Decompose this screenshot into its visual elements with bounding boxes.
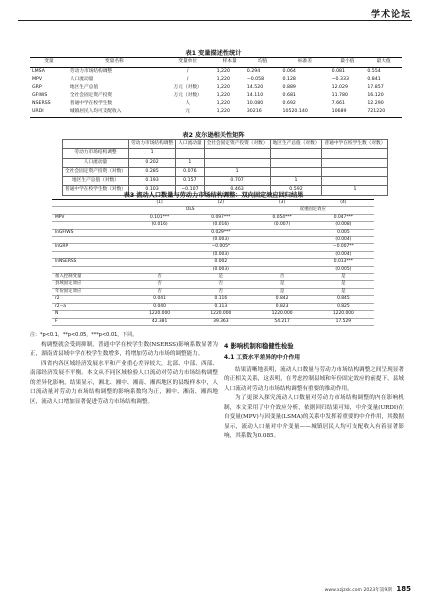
table3-cell: (0.003) — [190, 266, 251, 273]
table-row — [63, 158, 388, 167]
table3-cell: 0.842 — [251, 296, 312, 303]
table3-cell: 0.029*** — [190, 229, 251, 236]
table3-colnum: (2) — [190, 200, 251, 207]
table2-cell: 0.707 — [204, 177, 270, 186]
table1-cell: 全社会固定资产投资 — [69, 93, 113, 99]
table3-group: 双重固定效应 — [251, 207, 374, 214]
table1-cell: 0.294 — [246, 69, 261, 74]
table3-cell: 17.529 — [313, 318, 374, 325]
table-row — [63, 167, 388, 176]
table-row — [52, 266, 374, 273]
table2-cell — [204, 149, 270, 158]
table3-cell: 0.047*** — [313, 214, 374, 221]
table2-header — [63, 140, 129, 149]
section-heading: 4 影响机制和稳健性检验 — [224, 343, 294, 350]
table1-cell: 12.290 — [367, 101, 384, 107]
table1-cell: 劳动力市场结构调整 — [69, 69, 113, 74]
table-row — [30, 100, 402, 108]
table1-cell: 11.780 — [331, 93, 348, 99]
table2-cell: 1 — [270, 177, 322, 186]
table-row — [52, 311, 374, 318]
table1-cell: LMSA — [32, 69, 45, 74]
table2-header: 全社会固定资产投资（对数） — [204, 140, 270, 149]
table3-cell: 0.101*** — [129, 214, 190, 221]
table2-cell — [322, 158, 388, 167]
table1-cell: 0.841 — [367, 77, 381, 83]
table3-cell: 年份固定效应 — [52, 288, 129, 295]
table3-cell: lnNSERSS — [52, 259, 129, 266]
table3-cell: 否 — [129, 274, 190, 281]
table1-cell: 万元（对数） — [173, 85, 202, 91]
table3-cell: −0.005* — [190, 244, 251, 251]
table2-caption: 表2 皮尔逊相关性矩阵 — [182, 132, 245, 139]
table1-cell: 1,220 — [216, 101, 230, 107]
table1-cell: 0.889 — [282, 85, 296, 91]
table3-cell: 是 — [190, 274, 251, 281]
table-row — [52, 251, 374, 258]
table3-cell: (0.004) — [313, 251, 374, 258]
table3-cell: 0.002 — [190, 259, 251, 266]
table3-cell: F — [52, 318, 129, 325]
table-row — [30, 84, 402, 92]
table3-cell: 0.041 — [129, 296, 190, 303]
table-row — [30, 92, 402, 100]
table2-cell: 0.592 — [270, 186, 322, 195]
table3-cell — [251, 266, 312, 273]
table3-cell: lnGFIWS — [52, 229, 129, 236]
table1-cell: 10520.140 — [282, 109, 308, 115]
table1-cell: NSERSS — [32, 101, 51, 107]
table2-header-row — [63, 140, 388, 149]
table2-cell — [204, 158, 270, 167]
table3-colnum — [52, 200, 129, 207]
table3-note: 注：*p<0.1，**p<0.05，***p<0.01，下同。 — [30, 332, 138, 338]
table3-cell: (0.016) — [129, 222, 190, 229]
table1-cell: 0.692 — [282, 101, 296, 107]
table3-cell: 1220.000 — [190, 311, 251, 318]
table-row — [52, 229, 374, 236]
table3-cell: lnGRP — [52, 244, 129, 251]
table1-header: 最大值 — [365, 58, 402, 68]
table2-cell: 1 — [128, 149, 175, 158]
table-row — [30, 108, 402, 117]
table3-cell: 0.825 — [313, 303, 374, 310]
table3-cell: 否 — [190, 281, 251, 288]
table1-cell: 0.554 — [367, 69, 381, 74]
table-row — [52, 288, 374, 295]
table2-cell: 0.285 — [128, 167, 175, 176]
table-row — [52, 318, 374, 325]
table2-cell: −0.107 — [176, 186, 204, 195]
table1-cell: 1,220 — [216, 77, 230, 83]
table-row — [30, 76, 402, 84]
table1-cell: 城镇居民人均可支配收入 — [69, 109, 122, 115]
table3-cell: N — [52, 311, 129, 318]
table2-cell — [270, 149, 322, 158]
table3-cell: r2 — [52, 296, 129, 303]
table3-cell: 是 — [251, 281, 312, 288]
table3-cell: 0.116 — [190, 296, 251, 303]
table1-cell: URDI — [32, 109, 44, 115]
table2-cell — [322, 149, 388, 158]
table3-cell — [129, 229, 190, 236]
table1-cell: 12.029 — [331, 85, 348, 91]
subsection-heading: 4.1 工资水平差异的中介作用 — [224, 355, 301, 362]
table3-cell: 加入控制变量 — [52, 274, 129, 281]
table1-cell: 10689 — [331, 109, 347, 115]
table1-header: 变量 — [30, 58, 68, 68]
table1-cell: 人 — [185, 101, 191, 107]
table2-cell: 1 — [176, 158, 204, 167]
table1-cell: 17.857 — [367, 85, 384, 91]
table3-cell — [251, 251, 312, 258]
table3-colnum: (1) — [129, 200, 190, 207]
table1-cell: 0.681 — [282, 93, 296, 99]
table3-group-row — [52, 207, 374, 214]
table-row — [63, 177, 388, 186]
table1-cell: −0.058 — [246, 77, 265, 83]
table1-cell: 万元（对数） — [173, 93, 202, 99]
table3-cell: 0.097*** — [190, 214, 251, 221]
table3-cell: MPV — [52, 214, 129, 221]
table-row — [52, 281, 374, 288]
table3-cell: 42.381 — [129, 318, 190, 325]
table3-cell: 否 — [129, 281, 190, 288]
table-row — [52, 214, 374, 221]
table1-cell: 1,220 — [216, 85, 230, 91]
table2-cell: 1 — [204, 167, 270, 176]
table2-cell: 人口流动量 — [63, 158, 129, 167]
table2-cell: 0.463 — [204, 186, 270, 195]
table-row — [52, 274, 374, 281]
table3-cell: (0.005) — [313, 266, 374, 273]
table1-cell: 7.661 — [331, 101, 346, 107]
table3-cell: 是 — [251, 288, 312, 295]
table3-cell — [129, 237, 190, 244]
table1-header: 均值 — [245, 58, 281, 68]
table1-cell: 14.520 — [246, 85, 264, 91]
table3-cell: 是 — [313, 288, 374, 295]
table3-cell — [251, 237, 312, 244]
table2-cell: 0.157 — [176, 177, 204, 186]
table3-cell: (0.004) — [313, 237, 374, 244]
table1-cell: GRP — [32, 85, 42, 91]
table3-cell: 0.113 — [190, 303, 251, 310]
table3-cell: 1220.000 — [313, 311, 374, 318]
table3-colnum-row — [52, 200, 374, 207]
table2-header: 劳动力市场结构调整 — [128, 140, 175, 149]
table1-header-row — [30, 58, 402, 68]
table3-cell — [251, 229, 312, 236]
table-row — [52, 296, 374, 303]
table2-cell: 0.193 — [128, 177, 175, 186]
table3-cell: (0.008) — [313, 222, 374, 229]
table3-cell: (0.003) — [190, 237, 251, 244]
table2-cell: 地区生产总值（对数） — [63, 177, 129, 186]
table1-cell: −0.333 — [331, 77, 349, 83]
table1-cell: 16.120 — [367, 93, 384, 99]
table2-cell: 全社会固定资产投资（对数） — [63, 167, 129, 176]
table2-cell: 0.202 — [128, 158, 175, 167]
table3-cell: 0.823 — [251, 303, 312, 310]
table1-cell: 普通中学在校学生数 — [69, 101, 113, 107]
table1-cell: MPV — [32, 77, 43, 83]
table1-cell: 地区生产总值 — [69, 85, 99, 91]
table1-cell: 0.081 — [331, 69, 346, 74]
table3-cell: 1220.000 — [129, 311, 190, 318]
table3-cell — [129, 251, 190, 258]
header-rule — [18, 20, 412, 21]
body-paragraph: 构调整就会受到抑制，普通中学在校学生数(NSERSS)影响系数显著为正，湖南省县域中学在校学生数增多，将增加劳动力市场的调整能力。 — [30, 342, 218, 358]
footer-url: www.xzjzsk.com — [324, 588, 363, 593]
table3-group: OLS — [129, 207, 252, 214]
table3-cell — [129, 266, 190, 273]
table1 — [30, 57, 402, 118]
table-row — [63, 149, 388, 158]
table2-cell — [322, 177, 388, 186]
table3-cell — [251, 259, 312, 266]
table1-cell: 30216 — [246, 109, 262, 115]
table2-cell: 0.103 — [128, 186, 175, 195]
table-row — [52, 222, 374, 229]
table1-header: 变量名称 — [68, 58, 161, 68]
table-row — [30, 68, 402, 77]
table3-group — [52, 207, 129, 214]
table3-cell: 否 — [251, 274, 312, 281]
table1-header: 样本量 — [215, 58, 245, 68]
table3-cell: 0.845 — [313, 296, 374, 303]
table1-cell: 14.110 — [246, 93, 264, 99]
table1-cell: 元 — [185, 109, 191, 115]
table3-cell: 否 — [129, 288, 190, 295]
body-paragraph: 结果清晰地表明，流动人口数量与劳动力市场结构调整之间呈现显著的正相关关系，这表明，在考虑控制县域和年份固定效应的前提下，县域人口流动对劳动力市场结构调整有重要的推动作用。 — [224, 366, 404, 392]
table1-cell: GFIWS — [32, 93, 48, 99]
table1-cell: 1,220 — [216, 109, 230, 115]
table3-cell: 39.363 — [190, 318, 251, 325]
table3-cell — [129, 244, 190, 251]
table3-cell: r2−a — [52, 303, 129, 310]
table1-cell: 721220 — [367, 109, 386, 115]
table3-colnum: (3) — [251, 200, 312, 207]
table-row — [52, 303, 374, 310]
table3-cell: 0.013*** — [313, 259, 374, 266]
table3-cell — [129, 259, 190, 266]
table1-header: 标准差 — [281, 58, 330, 68]
footer-issue: 2023年第9期 — [363, 588, 392, 593]
table3 — [52, 199, 374, 326]
table-row — [52, 237, 374, 244]
table3-cell: 县域固定效应 — [52, 281, 129, 288]
left-column — [30, 341, 218, 407]
table3-cell — [52, 237, 129, 244]
table2-cell: 0.076 — [176, 167, 204, 176]
table-row — [52, 259, 374, 266]
table3-caption: 表3 流动人口数量与劳动力市场结构调整：双向固定效应回归结果 — [123, 192, 304, 199]
table3-cell: 1220.000 — [251, 311, 312, 318]
table3-cell: 0.040 — [129, 303, 190, 310]
table1-cell: / — [186, 69, 189, 74]
table3-cell: (0.003) — [190, 251, 251, 258]
table3-cell — [52, 266, 129, 273]
page-number: 185 — [396, 585, 411, 593]
table2-cell — [270, 158, 322, 167]
table3-cell: 54.217 — [251, 318, 312, 325]
table2-cell: 普通中学在校学生数（对数） — [63, 186, 129, 195]
table3-cell: 是 — [313, 281, 374, 288]
table3-cell: (0.016) — [190, 222, 251, 229]
table3-cell — [251, 244, 312, 251]
table1-header: 最小值 — [330, 58, 366, 68]
table2 — [62, 139, 388, 196]
table2-header: 地区生产总值（对数） — [270, 140, 322, 149]
table3-colnum: (4) — [313, 200, 374, 207]
table2-cell — [176, 149, 204, 158]
table2-header: 普通中学在校学生数（对数） — [322, 140, 388, 149]
table1-caption: 表1 变量描述性统计 — [185, 50, 242, 57]
table3-cell: 0.054*** — [251, 214, 312, 221]
table1-cell: / — [186, 77, 189, 83]
table3-cell: −0.007** — [313, 244, 374, 251]
table2-cell — [270, 167, 322, 176]
table1-cell: 0.064 — [282, 69, 296, 74]
table1-cell: 0.128 — [282, 77, 296, 83]
table1-cell: 人口流动量 — [69, 77, 94, 83]
table2-header: 人口流动量 — [176, 140, 204, 149]
table1-cell: 1,220 — [216, 69, 230, 74]
table2-cell: 1 — [322, 186, 388, 195]
table3-cell: 否 — [190, 288, 251, 295]
table-row — [52, 244, 374, 251]
body-paragraph: 四省内各区域经济发展水平和产业重心差异较大，北部、中部、西部、南部经济发展不平衡。本文从不同区域检验人口流动对劳动力市场结构调整的差异化影响，结果显示，湘北、湘中、湘南、湘西地区的县级样本中，人口流动量对劳动力市场结构调整的影响系数均为正，湘中、湘南、湘西地区，流动人口增加显著促进劳动力市场结构调整。 — [30, 360, 218, 405]
table2-cell: 劳动力市场结构调整 — [63, 149, 129, 158]
table1-cell: 1,220 — [216, 93, 230, 99]
table3-cell: 0.005 — [313, 229, 374, 236]
page-footer — [325, 585, 411, 593]
body-paragraph: 为了更深入探究流动人口数量对劳动力市场结构调整的内在影响机制，本文采用了中介效应分析，依据回归结果可知，中介变量(URDI)在自变量(MPV)与因变量(LSMA)的关系中发挥着重要的中介作用，其数据显示，流动人口量对中介变量——城镇居民人均可支配收入有着显著影响，其系数为0.085。 — [224, 395, 404, 440]
table3-cell: 是 — [313, 274, 374, 281]
table3-cell: (0.007) — [251, 222, 312, 229]
right-column — [224, 341, 404, 442]
table1-cell: 10.080 — [246, 101, 264, 107]
table3-cell — [52, 222, 129, 229]
journal-name: 学术论坛 — [370, 10, 411, 20]
table3-cell — [52, 251, 129, 258]
table1-header: 变量单位 — [161, 58, 215, 68]
table2-cell — [322, 167, 388, 176]
